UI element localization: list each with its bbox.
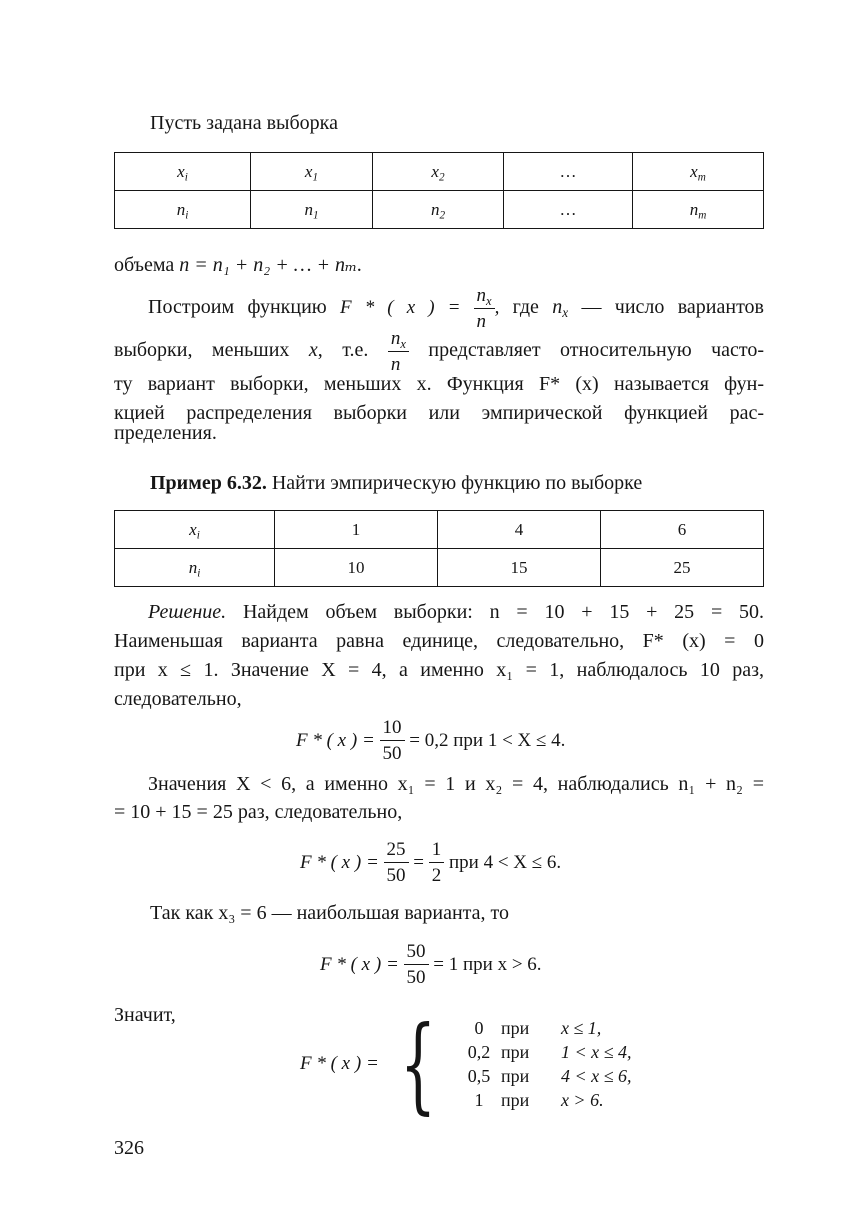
table-cell: 15 (438, 549, 601, 587)
solution-line4: следовательно, (114, 688, 242, 710)
table-cell: … (504, 191, 633, 229)
table-cell: $n_m$ (633, 191, 764, 229)
para1-line3: ту вариант выборки, меньших x. Функция F* (x) называется фун- (114, 373, 764, 395)
sample-table-general (114, 152, 764, 229)
table-cell: 25 (601, 549, 764, 587)
eq1-num: 10 (380, 718, 405, 741)
table-cell: $n_1$ (251, 191, 373, 229)
eq2-num2: 1 (429, 840, 445, 863)
para2-line1 (114, 770, 764, 799)
system-cell: x ≤ 1, (560, 1017, 602, 1038)
system-cell: x > 6. (560, 1089, 604, 1110)
table-row (115, 549, 764, 587)
eq2-den1: 50 (386, 865, 406, 886)
table-cell: $x_1$ (251, 153, 373, 191)
eq2-lhs: F * ( x ) = (300, 851, 379, 873)
volume-formula: n = n₁ + n₂ + … + nₘ. (179, 254, 363, 276)
example-heading (150, 468, 642, 498)
para2-line2: = 10 + 15 = 25 раз, следовательно, (114, 801, 403, 823)
para1-l1b: где (512, 295, 539, 318)
eq2-num1: 25 (384, 840, 409, 863)
volume-line (114, 250, 362, 280)
solution-word: Решение. (148, 601, 227, 623)
table-cell: $n_i$ (115, 191, 251, 229)
left-brace-icon: { (399, 1003, 437, 1125)
znachit-text: Значит, (114, 1004, 176, 1026)
eq1-den: 50 (382, 743, 402, 764)
system-cell: 0,2 (467, 1041, 491, 1062)
solution-l1-rest: Найдем объем выборки: n = 10 + 15 + 25 = 50. (242, 601, 765, 623)
system-cell: 1 (474, 1089, 484, 1110)
system-cell: при (500, 1089, 530, 1110)
para1-line1 (114, 286, 764, 331)
table-cell: 4 (438, 511, 601, 549)
system-cell: 0,5 (467, 1065, 491, 1086)
table-cell: 10 (275, 549, 438, 587)
eq1-rest: = 0,2 при 1 < X ≤ 4. (409, 729, 566, 751)
equation-1 (296, 718, 565, 763)
para1-l2c: представляет относительную часто- (428, 339, 765, 362)
table-row (115, 191, 764, 229)
intro-text: Пусть задана выборка (150, 112, 338, 134)
eq3-num: 50 (404, 942, 429, 965)
para1-line2: выборки, меньших x, т.е. $\frac{n_x}{n}$ представляет относительную часто- (114, 328, 765, 375)
table-cell: $x_i$ (115, 153, 251, 191)
table-row (115, 511, 764, 549)
eq2-rest: при 4 < X ≤ 6. (448, 851, 562, 873)
table-cell: $x_2$ (373, 153, 504, 191)
table-row (115, 153, 764, 191)
eq3-lhs: F * ( x ) = (320, 953, 399, 975)
para3: Так как x₃ = 6 — наибольшая варианта, то (150, 902, 510, 924)
fx-formula-inline: F * ( x ) = $\frac{n_x}{n}$ , (340, 285, 500, 332)
system-rows (457, 1017, 671, 1112)
system-cell: при (500, 1017, 530, 1038)
system-cell: 1 < x ≤ 4, (560, 1041, 632, 1062)
nx-over-n-fraction: $\frac{n_x}{n}$ (388, 329, 409, 374)
solution-line3: при x ≤ 1. Значение X = 4, а именно x₁ = 1, наблюдалось 10 раз, (114, 659, 764, 681)
system-lhs: F * ( x ) = (300, 1053, 379, 1074)
para1-line4: кцией распределения выборки или эмпирической функцией рас- (114, 402, 764, 424)
table-cell: 1 (275, 511, 438, 549)
para1-l2b: т.е. (342, 339, 369, 362)
eq3-den: 50 (406, 967, 426, 988)
table-cell: $n_2$ (373, 191, 504, 229)
example-text: Найти эмпирическую функцию по выборке (271, 472, 643, 494)
equation-2: F * ( x ) = $\frac{25}{50}$ = $\frac{1}{2}$ при 4 < X ≤ 6. (300, 839, 562, 886)
system-cell: при (500, 1041, 530, 1062)
table-cell: … (504, 153, 633, 191)
example-title: Пример 6.32. (150, 472, 267, 494)
table-header-cell: $x_i$ (115, 511, 275, 549)
system-cell: 4 < x ≤ 6, (560, 1065, 632, 1086)
system-cell: 0 (474, 1017, 484, 1038)
table-cell: 6 (601, 511, 764, 549)
para1-line5: пределения. (114, 422, 217, 444)
para1-nx: $n_x$ (552, 295, 569, 320)
table-cell: $x_m$ (633, 153, 764, 191)
para2-l1: Значения X < 6, а именно x₁ = 1 и x₂ = 4, наблюдались n₁ + n₂ = (148, 773, 764, 795)
eq2-den2: 2 (431, 865, 442, 886)
equation-3 (320, 942, 542, 987)
eq3-rest: = 1 при x > 6. (433, 953, 542, 975)
para1-l1c: — число вариантов (581, 295, 764, 318)
para1-l2a: выборки, меньших (114, 339, 290, 362)
system-cell: при (500, 1065, 530, 1086)
solution-line1 (114, 598, 764, 627)
volume-prefix: объема (114, 254, 175, 276)
para1-l1a: Построим функцию (148, 295, 327, 318)
eq1-lhs: F * ( x ) = (296, 729, 375, 751)
solution-line2: Наименьшая варианта равна единице, следовательно, F* (x) = 0 (114, 630, 764, 652)
piecewise-system (300, 1003, 671, 1125)
page-number: 326 (114, 1137, 144, 1159)
table-header-cell: $n_i$ (115, 549, 275, 587)
sample-table-example (114, 510, 764, 587)
